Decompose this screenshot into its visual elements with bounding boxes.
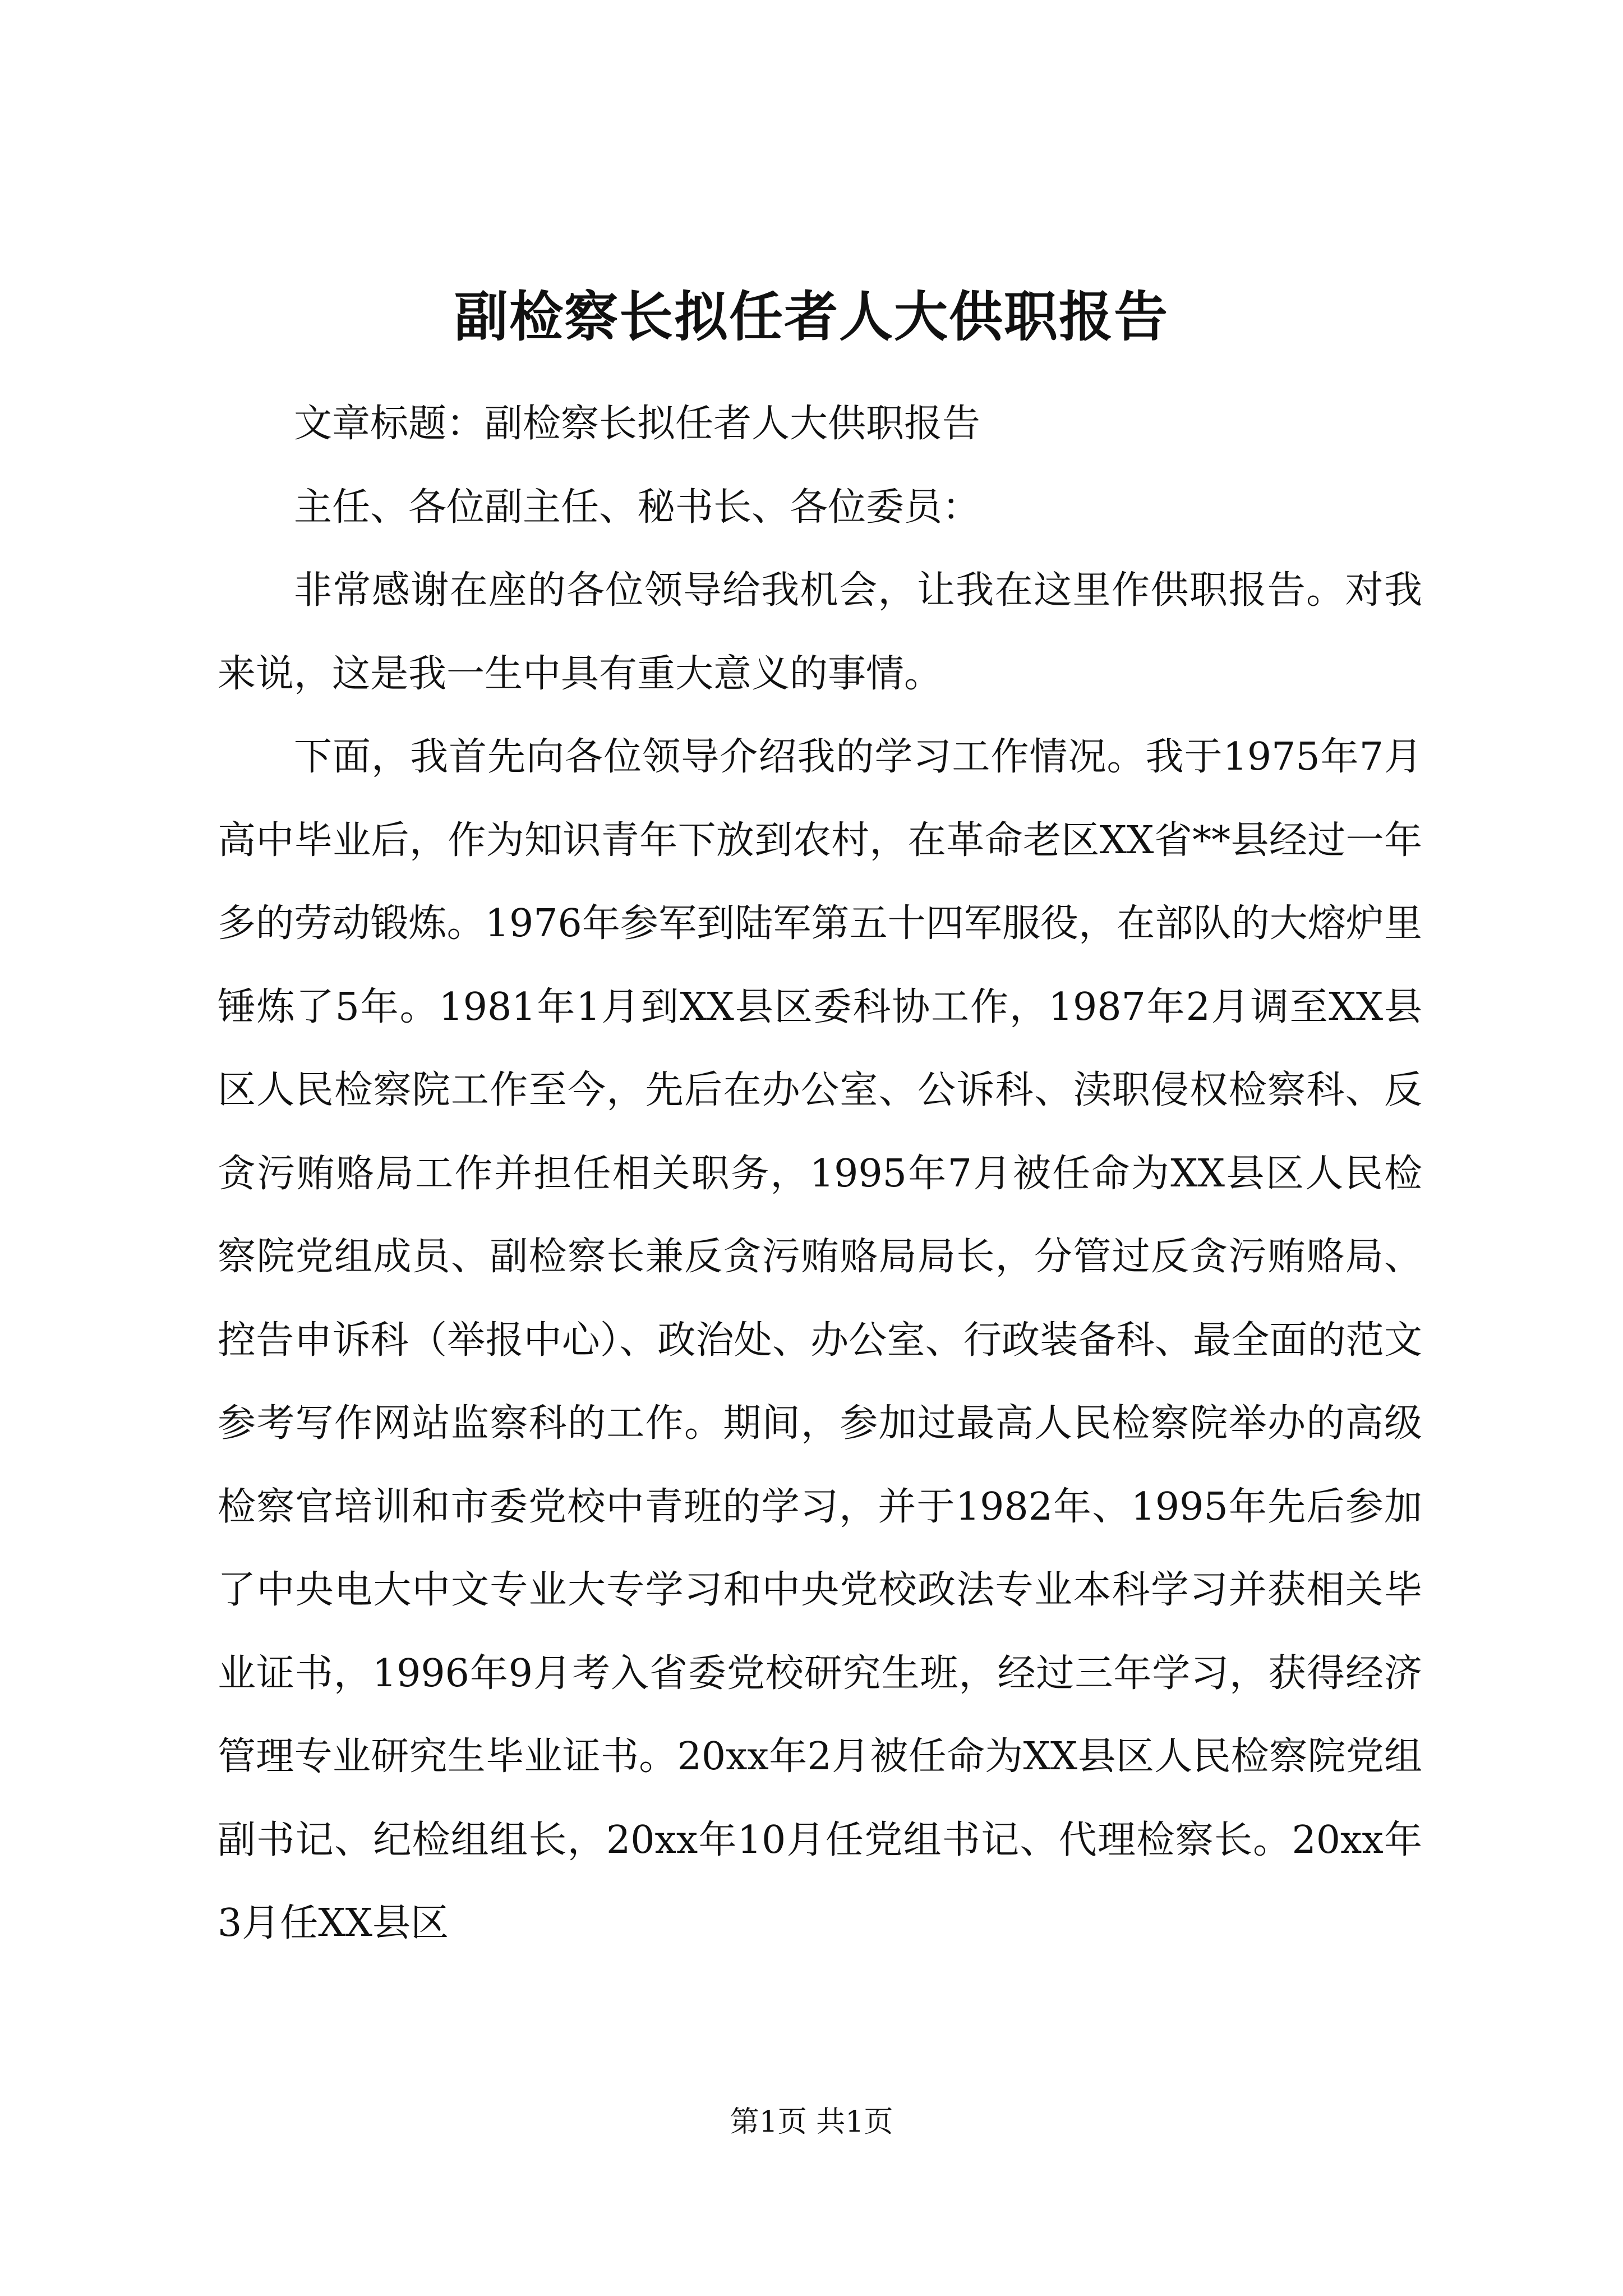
page-footer: 第1页 共1页 (730, 2105, 893, 2139)
paragraph-article-title: 文章标题：副检察长拟任者人大供职报告 (294, 402, 981, 446)
paragraph-thanks: 非常感谢在座的各位领导给我机会，让我在这里作供职报告。对我来说，这是我一生中具有重大意义的事情。 (218, 568, 1422, 696)
document-title: 副检察长拟任者人大供职报告 (454, 285, 1169, 348)
paragraph-career-history: 下面，我首先向各位领导介绍我的学习工作情况。我于1975年7月高中毕业后，作为知识青年下放到农村，在革命老区XX省**县经过一年多的劳动锻炼。1976年参军到陆军第五十四军服役，在部队的大熔炉里锤炼了5年。1981年1月到XX县区委科协工作，1987年2月调至XX县区人民检察院工作至今，先后在办公室、公诉科、渎职侵权检察科、反贪污贿赂局工作并担任相关职务，1995年7月被任命为XX县区人民检察院党组成员、副检察长兼反贪污贿赂局局长，分管过反贪污贿赂局、控告申诉科（举报中心）、政治处、办公室、行政装备科、最全面的范文参考写作网站监察科的工作。期间，参加过最高人民检察院举办的高级检察官培训和市委党校中青班的学习，并于1982年、1995年先后参加了中央电大中文专业大专学习和中央党校政法专业本科学习并获相关毕业证书，1996年9月考入省委党校研究生班，经过三年学习，获得经济管理专业研究生毕业证书。20xx年2月被任命为XX县区人民检察院党组副书记、纪检组组长，20xx年10月任党组书记、代理检察长。20xx年3月任XX县区 (218, 735, 1422, 1945)
paragraph-salutation: 主任、各位副主任、秘书长、各位委员： (294, 485, 981, 530)
document-body (218, 383, 1422, 1966)
